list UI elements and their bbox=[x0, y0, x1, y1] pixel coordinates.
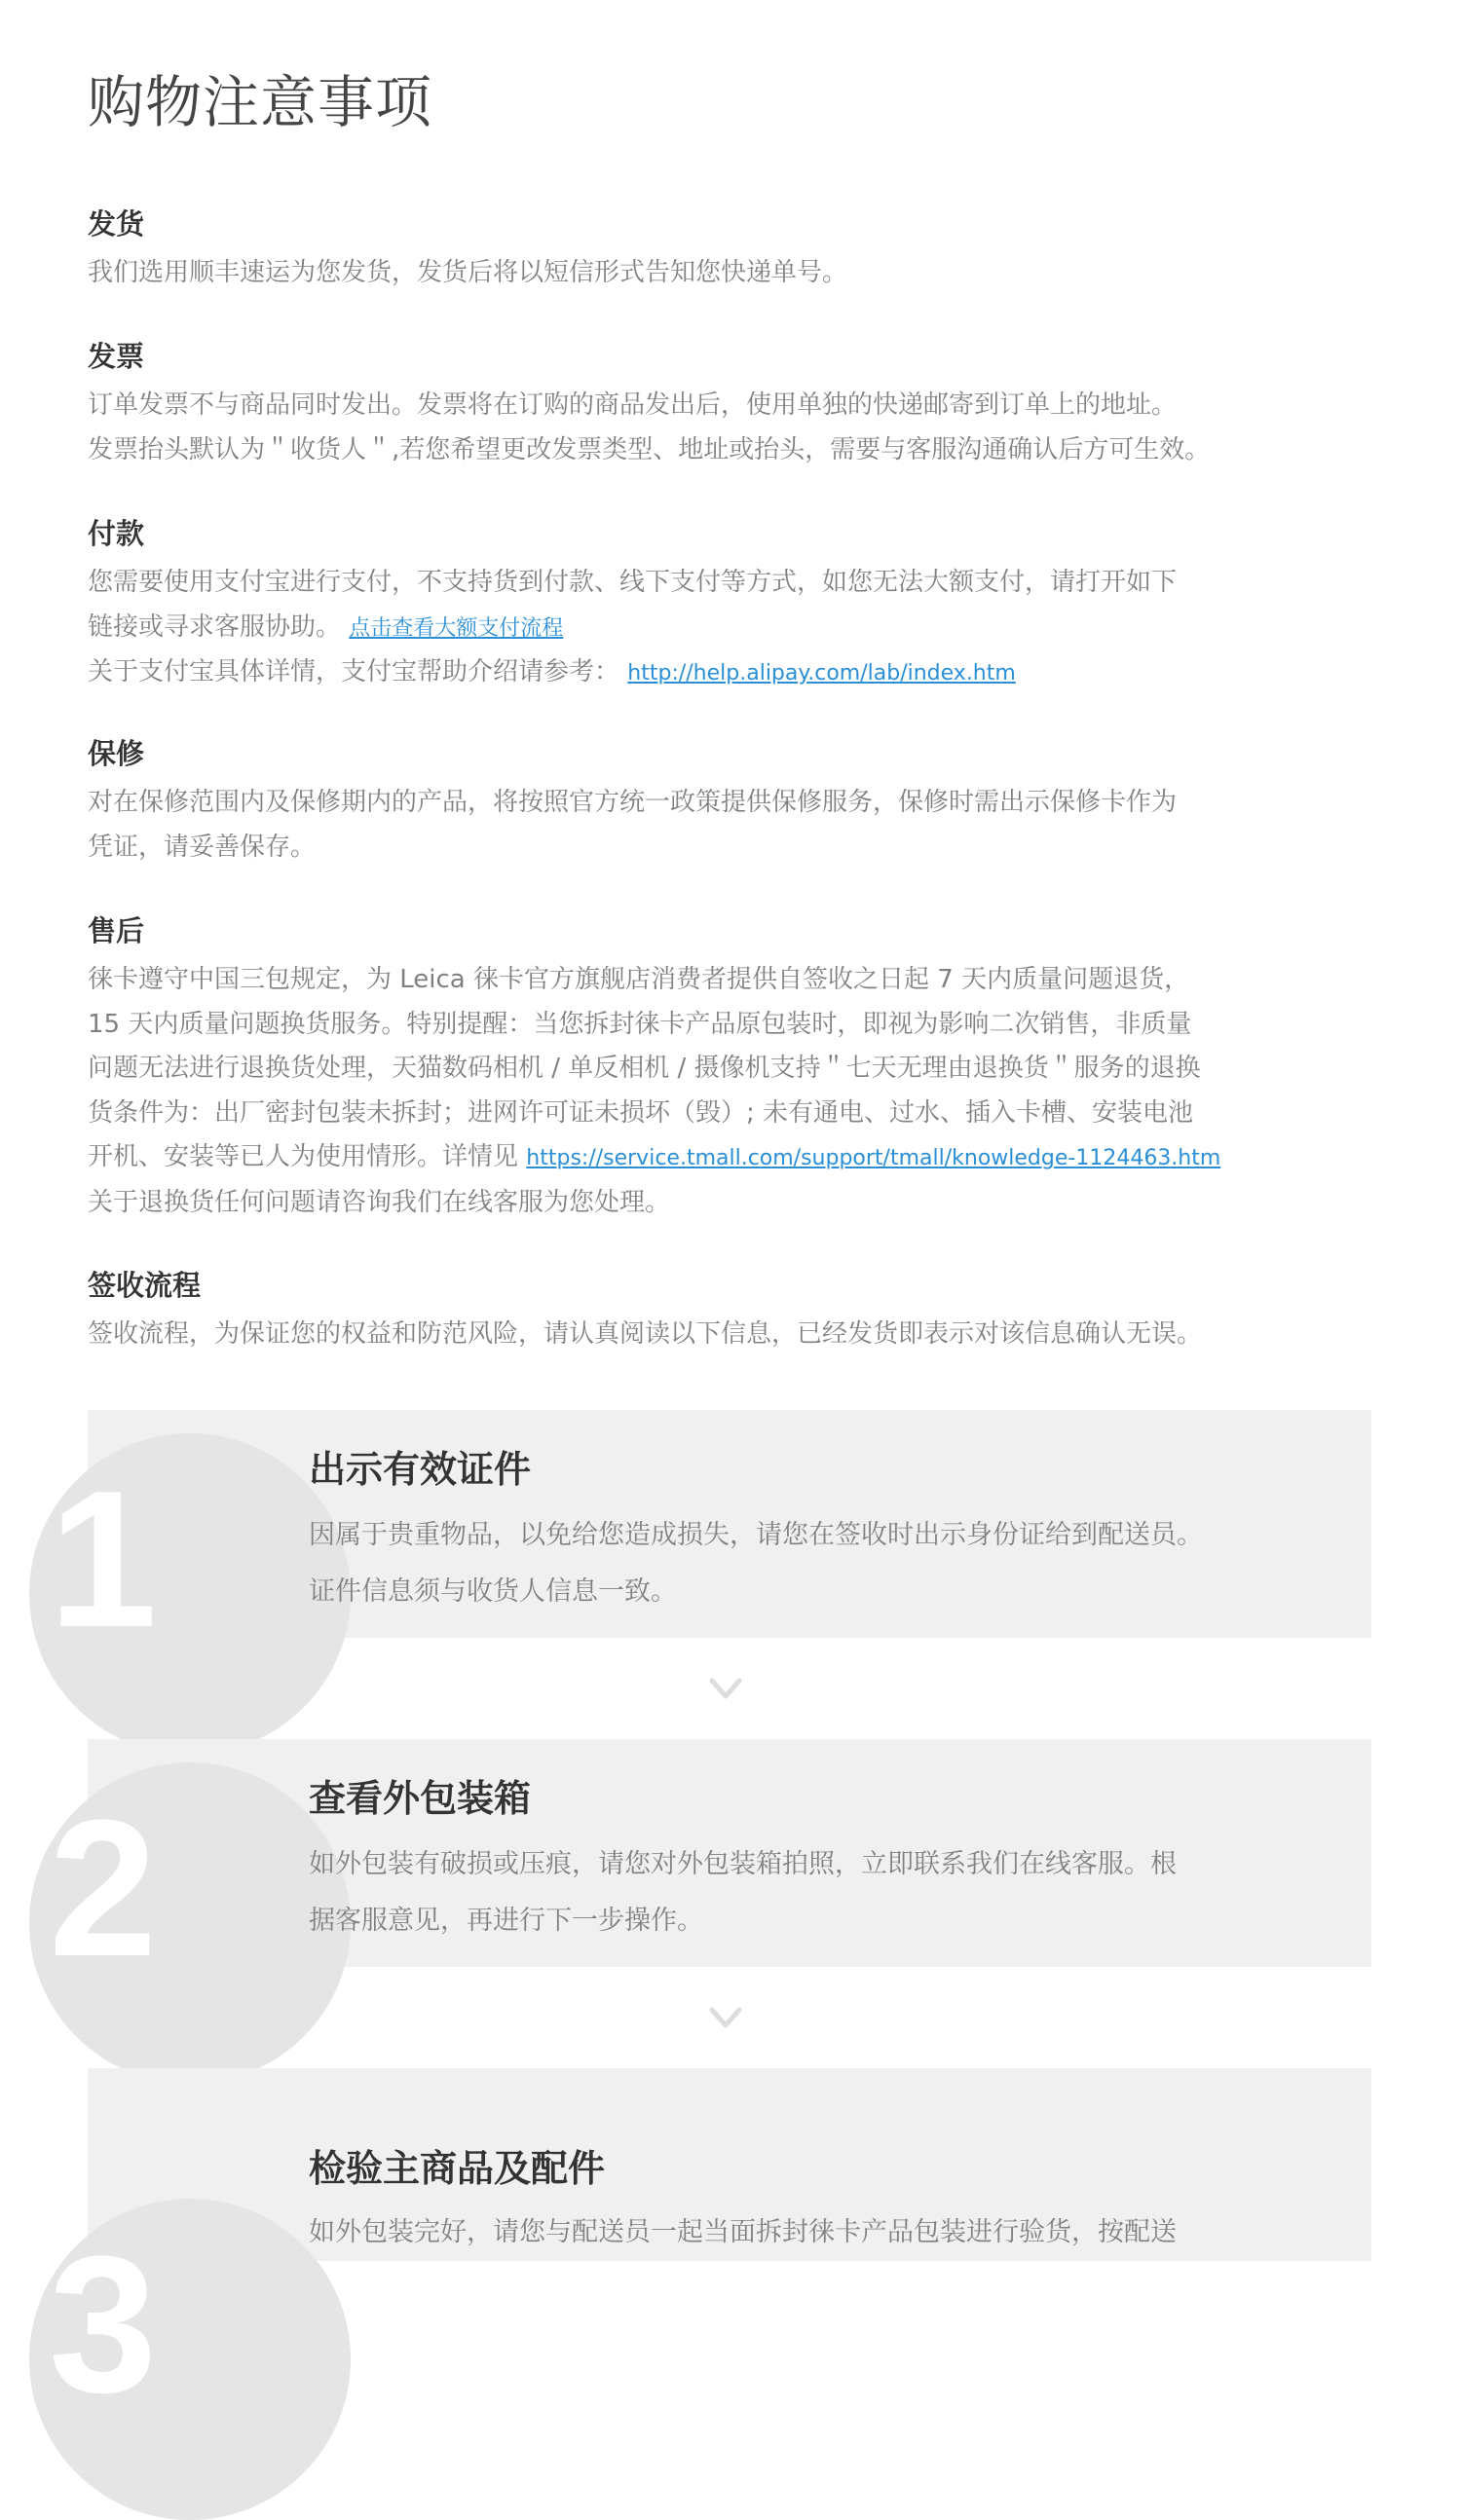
step-text: 据客服意见，再进行下一步操作。 bbox=[309, 1906, 703, 1936]
section-heading: 发货 bbox=[88, 207, 145, 241]
tmall-knowledge-link[interactable]: https://service.tmall.com/support/tmall/knowledge-1124463.htm bbox=[526, 1146, 1221, 1170]
step-card-3 bbox=[49, 2068, 1371, 2433]
section-text bbox=[88, 606, 1373, 651]
step-number: 3 bbox=[49, 2216, 158, 2433]
section-text: 发票抬头默认为＂收货人＂,若您希望更改发票类型、地址或抬头，需要与客服沟通确认后方可生效。 bbox=[88, 434, 1211, 464]
step-number-circle bbox=[29, 2199, 351, 2520]
step-card-1 bbox=[49, 1410, 1371, 1668]
section-heading: 发票 bbox=[88, 340, 145, 373]
step-number: 1 bbox=[49, 1451, 158, 1668]
section-text: 签收流程，为保证您的权益和防范风险，请认真阅读以下信息，已经发货即表示对该信息确认无误。 bbox=[88, 1319, 1203, 1349]
step-text: 如外包装有破损或压痕，请您对外包装箱拍照，立即联系我们在线客服。根 bbox=[309, 1849, 1177, 1879]
step-text: 因属于贵重物品，以免给您造成损失，请您在签收时出示身份证给到配送员。 bbox=[309, 1520, 1203, 1550]
section-heading: 签收流程 bbox=[88, 1269, 202, 1302]
section-text: 15 天内质量问题换货服务。特别提醒：当您拆封徕卡产品原包装时，即视为影响二次销售，非质量 bbox=[88, 1009, 1192, 1039]
step-card-2 bbox=[49, 1739, 1371, 1997]
alipay-help-link[interactable]: http://help.alipay.com/lab/index.htm bbox=[627, 661, 1016, 686]
section-aftersales bbox=[88, 909, 1373, 1225]
step-title: 查看外包装箱 bbox=[309, 1777, 532, 1820]
section-heading: 售后 bbox=[88, 914, 145, 947]
section-text bbox=[88, 650, 1373, 696]
section-text: 徕卡遵守中国三包规定，为 Leica 徕卡官方旗舰店消费者提供自签收之日起 7 天内质量问题退货， bbox=[88, 965, 1190, 994]
step-text: 如外包装完好，请您与配送员一起当面拆封徕卡产品包装进行验货，按配送 bbox=[309, 2217, 1177, 2247]
section-text: 货条件为：出厂密封包装未拆封；进网许可证未损坏（毁）; 未有通电、过水、插入卡槽、安装电池 bbox=[88, 1097, 1194, 1128]
section-text-part: 链接或寻求客服协助。 bbox=[88, 611, 342, 642]
section-payment bbox=[88, 512, 1373, 696]
step-title: 检验主商品及配件 bbox=[309, 2147, 606, 2190]
section-text: 订单发票不与商品同时发出。发票将在订购的商品发出后，使用单独的快递邮寄到订单上的地址。 bbox=[88, 390, 1178, 420]
section-receipt bbox=[88, 1264, 1373, 1357]
step-number: 2 bbox=[49, 1780, 158, 1997]
section-text: 凭证，请妥善保存。 bbox=[88, 832, 317, 862]
section-text: 我们选用顺丰速运为您发货，发货后将以短信形式告知您快递单号。 bbox=[88, 258, 848, 287]
section-shipping bbox=[88, 203, 1373, 296]
section-heading: 付款 bbox=[88, 517, 145, 550]
section-text-part: 开机、安装等已人为使用情形。详情见 bbox=[88, 1142, 519, 1171]
section-text: 问题无法进行退换货处理，天猫数码相机 / 单反相机 / 摄像机支持＂七天无理由退换货＂服务的退换 bbox=[88, 1054, 1201, 1083]
large-payment-flow-link[interactable]: 点击查看大额支付流程 bbox=[349, 615, 564, 641]
section-warranty bbox=[88, 732, 1373, 870]
step-text: 证件信息须与收货人信息一致。 bbox=[309, 1576, 677, 1607]
chevron-down-icon bbox=[709, 2000, 742, 2033]
section-text: 您需要使用支付宝进行支付，不支持货到付款、线下支付等方式，如您无法大额支付，请打开如下 bbox=[88, 568, 1178, 597]
section-heading: 保修 bbox=[88, 737, 145, 770]
step-number-circle bbox=[29, 1762, 351, 2084]
section-invoice bbox=[88, 335, 1373, 472]
section-text: 关于退换货任何问题请咨询我们在线客服为您处理。 bbox=[88, 1187, 671, 1217]
step-number-circle bbox=[29, 1433, 351, 1755]
section-text-part: 关于支付宝具体详情，支付宝帮助介绍请参考： bbox=[88, 657, 620, 686]
section-text: 对在保修范围内及保修期内的产品，将按照官方统一政策提供保修服务，保修时需出示保修卡作为 bbox=[88, 788, 1178, 817]
step-title: 出示有效证件 bbox=[309, 1448, 532, 1491]
chevron-down-icon bbox=[709, 1671, 742, 1704]
page-title: 购物注意事项 bbox=[88, 69, 433, 135]
section-text bbox=[88, 1135, 1373, 1181]
